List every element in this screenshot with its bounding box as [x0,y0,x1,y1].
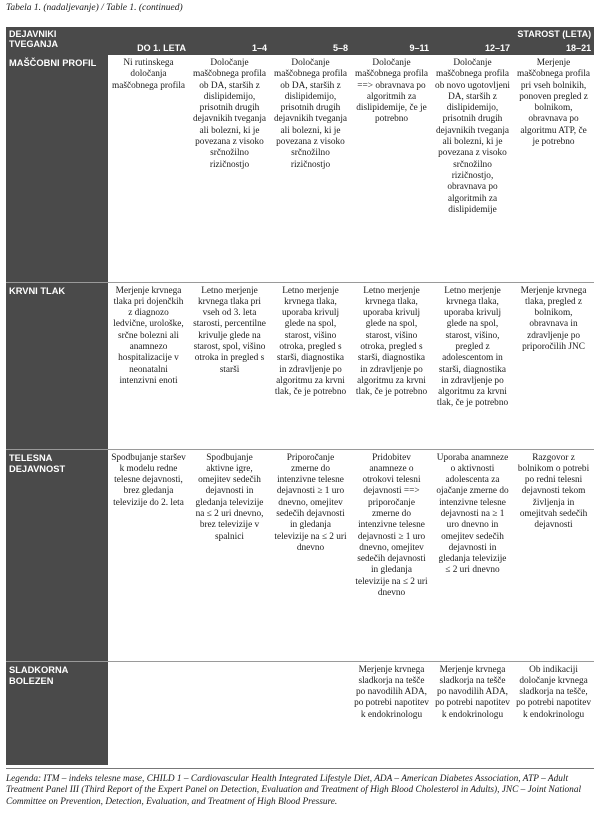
table-cell: Letno merjenje krvnega tlaka pri vseh od 3. leta starosti, percentilne krivulje glede na starost, spol, višino otroka in pregled s starši [193,285,266,375]
table-row [6,55,594,282]
column-header: 1–4 [189,41,270,55]
table-header [6,27,594,55]
column-header: 12–17 [432,41,513,55]
legend-text: Legenda: ITM – indeks telesne mase, CHILD 1 – Cardiovascular Health Integrated Lifestyle Diet, ADA – American Diabetes Association, ATP – Adult Treatment Panel III (Third Report of the Expert Panel on Detection, Evaluation and Treatment of High Blood Cholesterol in Adults), JNC – Joint National Committee on Prevention, Detection, Evaluation, and Treatment of High Blood Pressure. [6,774,582,807]
table-cell: Priporočanje zmerne do intenzivne telesne dejavnosti ≥ 1 uro dnevno, omejitev sedečih dejavnosti in gledanja televizije na ≤ 2 uri dnevno [274,452,347,553]
table-cell: Določanje maščobnega profila ob novo ugotovljeni DA, starših z dislipidemijo, prisotnih drugih dejavnikih tveganja ali bolezni, ki je povezana z visoko srčnožilno rizičnostjo, obravnava po algoritmih za dislipidemije [435,58,510,215]
table-row [6,282,594,449]
table-cell: Merjenje krvnega tlaka, pregled z bolnikom, obravnava in zdravljenje po priporočilih JNC [520,285,587,352]
table-cell [189,661,270,765]
table-cell: Določanje maščobnega profila ==> obravnava po algoritmih za dislipidemije, če je potrebno [354,58,429,125]
table-cell: Merjenje krvnega sladkorja na tešče po navodilih ADA, po potrebi napotitev k endokrinologu [354,664,429,720]
factor-column-header: DEJAVNIKI TVEGANJA [6,27,108,55]
table-cell: Letno merjenje krvnega tlaka, uporaba krivulj glede na spol, starost, višino, pregled z adolescentom in starši, diagnostika in zdravljenje po algoritmu za krvni tlak, če je potrebno [436,285,509,409]
column-header: 9–11 [351,41,432,55]
table-caption: Tabela 1. (nadaljevanje) / Table 1. (continued) [6,3,183,13]
table-cell: Pridobitev anamneze o otrokovi telesni dejavnosti ==> priporočanje zmerne do intenzivne telesne dejavnosti ≥ 1 uro dnevno, omejitev sedečih dejavnosti in gledanja televizije na ≤ 2 uri dnevno [355,452,428,599]
table-row [6,661,594,765]
table-cell: Uporaba anamneze o aktivnosti adolescenta za ojačanje zmerne do intenzivne telesne dejavnosti na ≥ 1 uro dnevno in omejitev sedečih dejavnosti in gledanja televizije ≤ 2 uri dnevno [436,452,509,576]
column-header: 5–8 [270,41,351,55]
factor-label: SLADKORNA BOLEZEN [6,661,108,765]
risk-factor-table [6,27,594,765]
table-cell [270,661,351,765]
table-cell: Ni rutinskega določanja maščobnega profila [111,58,186,91]
table-row [6,449,594,661]
table-cell: Določanje maščobnega profila ob DA, starših z dislipidemijo, prisotnih drugih dejavnikih tveganja ali bolezni, ki je povezana z visoko srčnožilno rizičnostjo [273,58,348,170]
factor-label: TELESNA DEJAVNOST [6,449,108,661]
table-cell [108,661,189,765]
table-cell: Določanje maščobnega profila ob DA, starših z dislipidemijo, prisotnih drugih dejavnikih tveganja ali bolezni, ki je povezana z visoko srčnožilno rizičnostjo [192,58,267,170]
table-cell: Letno merjenje krvnega tlaka, uporaba krivulj glede na spol, starost, višino otroka, pregled s starši, diagnostika in zdravljenje po algoritmu za krvni tlak, če je potrebno [355,285,428,398]
age-group-header: STAROST (LETA) [108,27,594,41]
table-cell: Merjenje krvnega tlaka pri dojenčkih z diagnozo ledvične, urološke, srčne bolezni ali anamnezo hospitalizacije v neonatalni intenzivni enoti [113,285,184,386]
table-cell: Razgovor z bolnikom o potrebi po redni telesni dejavnosti tekom življenja in omejitvah sedečih dejavnosti [517,452,590,531]
table-cell: Merjenje krvnega sladkorja na tešče po navodilih ADA, po potrebi napotitev k endokrinologu [435,664,510,720]
factor-label: KRVNI TLAK [6,282,108,449]
table-cell: Spodbujanje aktivne igre, omejitev sedečih dejavnosti in gledanja televizije na ≤ 2 uri dnevno, brez televizije v spalnici [195,452,264,542]
table-cell: Spodbujanje staršev k modelu redne telesne dejavnosti, brez gledanja televizije do 2. leta [111,452,186,508]
factor-label: MAŠČOBNI PROFIL [6,55,108,282]
table-cell: Ob indikaciji določanje krvnega sladkorja na tešče, po potrebi napotitev k endokrinologu [516,664,591,720]
column-header: DO 1. LETA [108,41,189,55]
table-cell: Letno merjenje krvnega tlaka, uporaba krivulj glede na spol, starost, višino otroka, pregled s starši, diagnostika in zdravljenje po algoritmu za krvni tlak, če je potrebno [274,285,347,398]
column-header: 18–21 [513,41,594,55]
table-cell: Merjenje maščobnega profila pri vseh bolnikih, ponoven pregled z bolnikom, obravnava po algoritmu ATP, če je potrebno [517,58,591,148]
table-bottom-rule [6,768,594,769]
